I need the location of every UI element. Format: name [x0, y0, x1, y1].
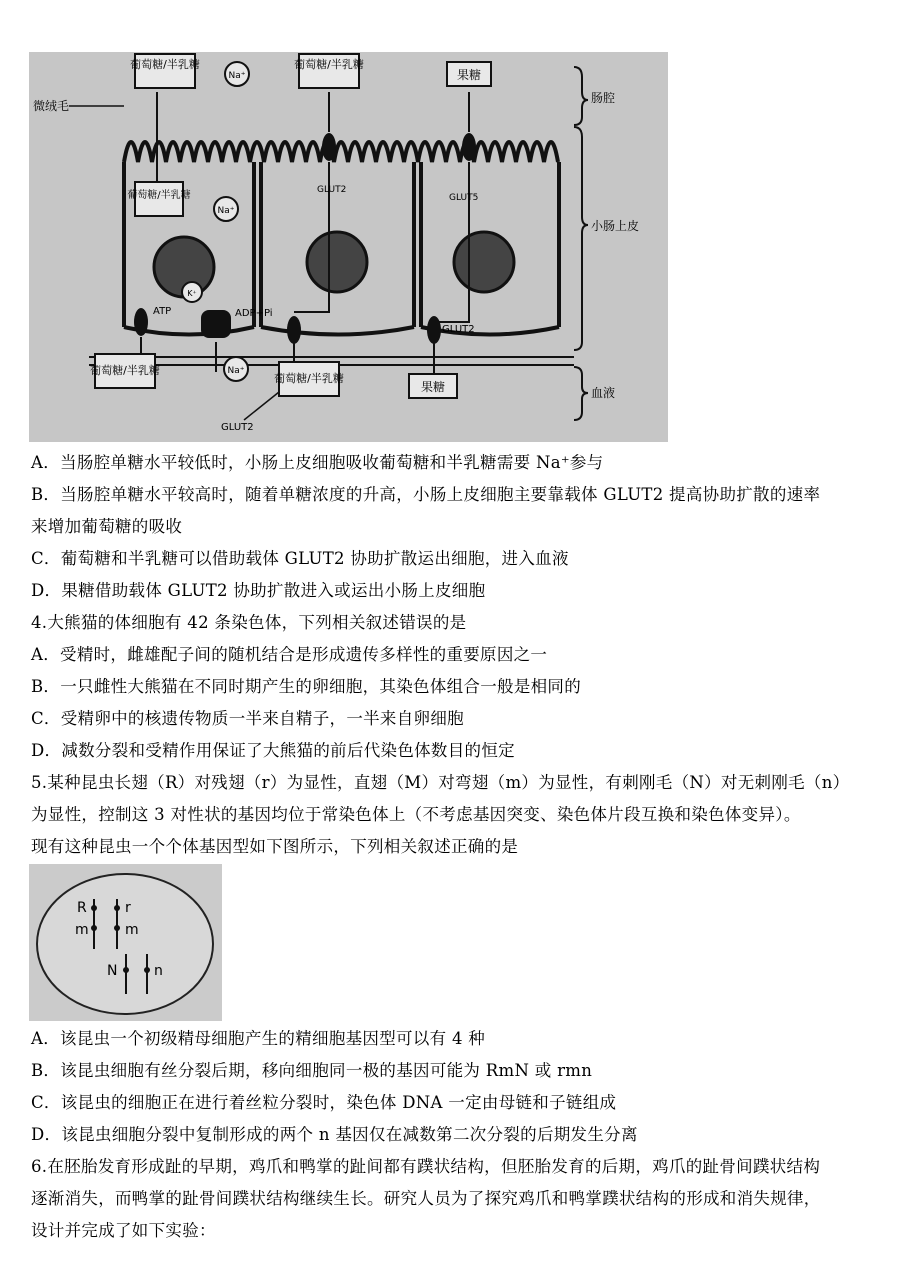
gene-R: R	[77, 900, 87, 916]
adp-label: ADP+Pi	[235, 308, 273, 319]
k-ion: K⁺	[187, 289, 197, 298]
fructose-box-bottom: 果糖	[420, 380, 446, 394]
q4-option-b: B．一只雌性大熊猫在不同时期产生的卵细胞，其染色体组合一般是相同的	[31, 677, 582, 696]
q4-option-d: D．减数分裂和受精作用保证了大熊猫的前后代染色体数目的恒定	[31, 741, 515, 760]
nucleus-2	[307, 232, 367, 292]
nucleus-3	[454, 232, 514, 292]
na-k-pump	[201, 310, 231, 338]
glucose-box-cell: 葡萄糖/半乳糖	[127, 190, 191, 201]
q3-option-d: D．果糖借助载体 GLUT2 协助扩散进入或运出小肠上皮细胞	[31, 581, 486, 600]
glucose-box-top-1: 葡萄糖/半乳糖	[130, 58, 200, 71]
q5-stem-line-2: 为显性，控制这 3 对性状的基因均位于常染色体上（不考虑基因突变、染色体片段互换和染色体变异）。	[31, 805, 801, 824]
glucose-box-bottom-1: 葡萄糖/半乳糖	[90, 364, 160, 377]
genotype-figure	[29, 864, 222, 1021]
glut2-label-1: GLUT2	[317, 185, 347, 195]
gene-m-right: m	[125, 922, 139, 938]
q4-option-c: C．受精卵中的核遗传物质一半来自精子，一半来自卵细胞	[31, 709, 464, 728]
glucose-box-bottom-2: 葡萄糖/半乳糖	[274, 372, 344, 385]
na-bottom: Na⁺	[227, 366, 245, 376]
gene-N: N	[107, 963, 118, 979]
q5-option-d: D．该昆虫细胞分裂中复制形成的两个 n 基因仅在减数第二次分裂的后期发生分离	[31, 1125, 638, 1144]
q3-option-b-cont: 来增加葡萄糖的吸收	[31, 517, 183, 536]
gene-n: n	[154, 963, 163, 979]
atp-label: ATP	[153, 306, 172, 317]
epithelium-label: 小肠上皮	[591, 219, 640, 233]
na-top: Na⁺	[228, 71, 246, 81]
q5-option-a: A．该昆虫一个初级精母细胞产生的精细胞基因型可以有 4 种	[31, 1029, 486, 1048]
q4-option-a: A．受精时，雌雄配子间的随机结合是形成遗传多样性的重要原因之一	[31, 645, 548, 664]
q3-option-b: B．当肠腔单糖水平较高时，随着单糖浓度的升高，小肠上皮细胞主要靠载体 GLUT2 提高协助扩散的速率	[31, 485, 821, 504]
fructose-box-top: 果糖	[456, 68, 482, 82]
genotype-diagram-svg	[29, 864, 222, 1021]
glucose-box-top-2: 葡萄糖/半乳糖	[294, 58, 364, 71]
glut2-label-2: GLUT2	[442, 324, 475, 335]
na-cell: Na⁺	[217, 206, 235, 216]
q6-stem-line-3: 设计并完成了如下实验：	[31, 1221, 216, 1240]
transport-diagram-svg	[29, 52, 668, 442]
q6-stem-line-2: 逐渐消失，而鸭掌的趾骨间蹼状结构继续生长。研究人员为了探究鸡爪和鸭掌蹼状结构的形成和消失规律，	[31, 1189, 821, 1208]
q3-option-a: A．当肠腔单糖水平较低时，小肠上皮细胞吸收葡萄糖和半乳糖需要 Na⁺参与	[31, 453, 604, 472]
q5-stem-line-1: 5.某种昆虫长翅（R）对残翅（r）为显性，直翅（M）对弯翅（m）为显性，有刺刚毛（N）对无刺刚毛（n）	[31, 773, 850, 792]
q4-stem: 4.大熊猫的体细胞有 42 条染色体，下列相关叙述错误的是	[31, 613, 467, 632]
gene-r: r	[125, 900, 131, 916]
intestinal-transport-figure	[29, 52, 668, 442]
glut2-label-3: GLUT2	[221, 422, 254, 433]
q5-option-c: C．该昆虫的细胞正在进行着丝粒分裂时，染色体 DNA 一定由母链和子链组成	[31, 1093, 617, 1112]
q5-stem-line-3: 现有这种昆虫一个个体基因型如下图所示，下列相关叙述正确的是	[31, 837, 519, 856]
lumen-label: 肠腔	[591, 91, 616, 105]
q6-stem-line-1: 6.在胚胎发育形成趾的早期，鸡爪和鸭掌的趾间都有蹼状结构，但胚胎发育的后期，鸡爪的趾骨间蹼状结构	[31, 1157, 821, 1176]
gene-m-left: m	[75, 922, 89, 938]
q5-option-b: B．该昆虫细胞有丝分裂后期，移向细胞同一极的基因可能为 RmN 或 rmn	[31, 1061, 593, 1080]
blood-label: 血液	[591, 386, 616, 400]
glut5-label: GLUT5	[449, 193, 479, 203]
q3-option-c: C．葡萄糖和半乳糖可以借助载体 GLUT2 协助扩散运出细胞，进入血液	[31, 549, 569, 568]
microvilli-label: 微绒毛	[33, 99, 70, 113]
